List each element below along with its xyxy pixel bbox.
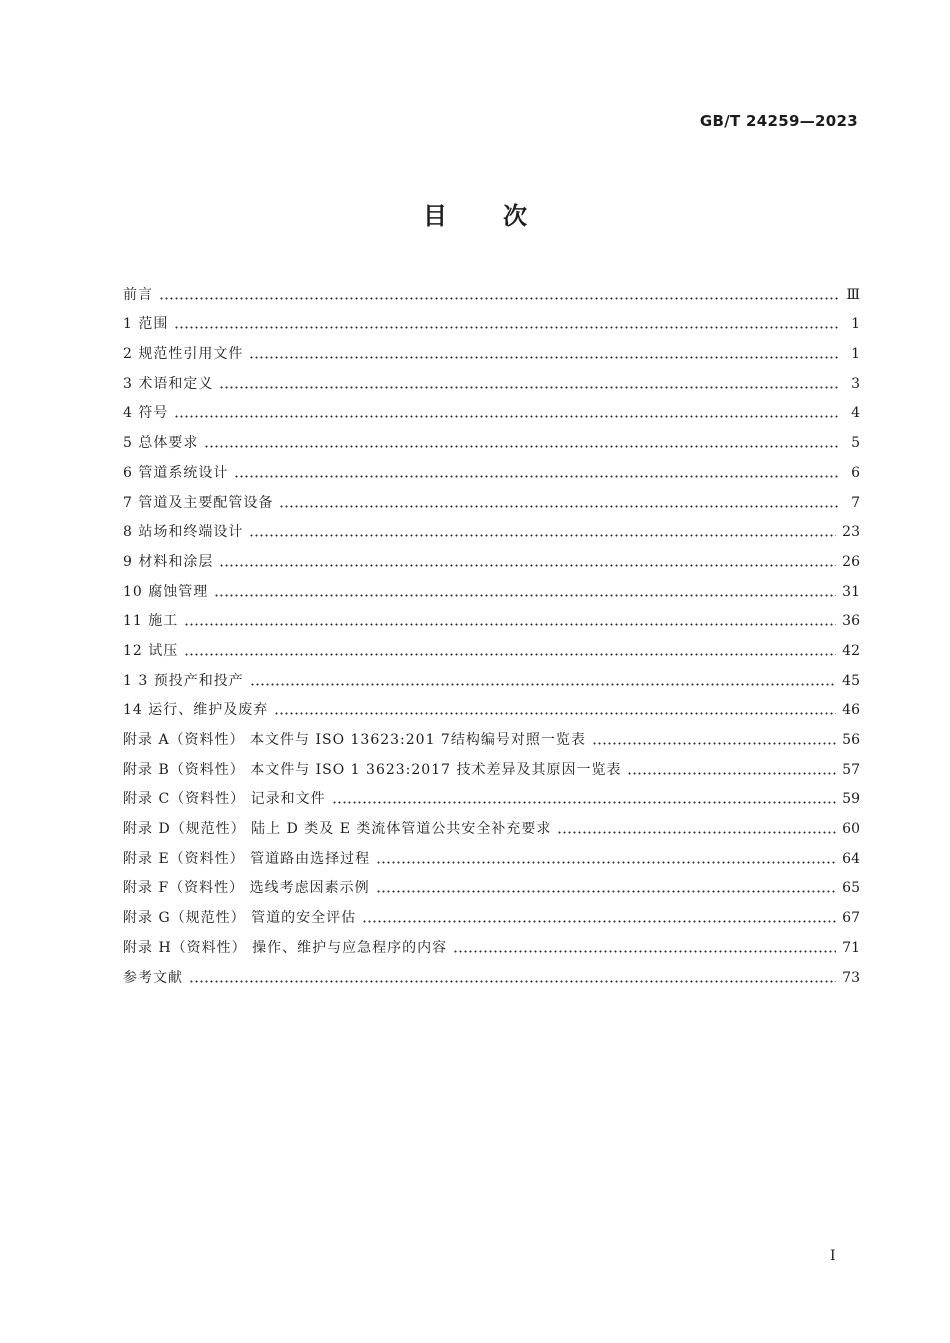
- toc-entry-appendix-g[interactable]: [123, 898, 860, 928]
- toc-entry-label: 10 腐蚀管理: [123, 583, 209, 600]
- page-number: I: [830, 1248, 836, 1264]
- toc-entry-label: 8 站场和终端设计: [123, 524, 244, 541]
- toc-entry-label: 附录 C（资料性） 记录和文件: [123, 791, 326, 808]
- dot-leader: [204, 445, 840, 448]
- toc-entry-11[interactable]: [123, 602, 860, 632]
- dot-leader: [592, 742, 836, 745]
- toc-entry-page: 26: [842, 553, 860, 570]
- dot-leader: [376, 890, 837, 893]
- toc-entry-label: 11 施工: [123, 613, 179, 630]
- toc-entry-label: 附录 A（资料性） 本文件与 ISO 13623:201 7结构编号对照一览表: [123, 732, 586, 748]
- dot-leader: [362, 920, 836, 923]
- dot-leader: [219, 386, 840, 389]
- toc-entry-label: 6 管道系统设计: [123, 464, 229, 481]
- toc-entry-page: 36: [842, 613, 860, 630]
- toc-entry-page: 6: [851, 464, 860, 481]
- dot-leader: [249, 534, 836, 537]
- toc-entry-4[interactable]: [123, 394, 860, 424]
- toc-entry-appendix-b[interactable]: [123, 750, 860, 780]
- toc-entry-appendix-a[interactable]: [123, 720, 860, 750]
- toc-entry-label: 7 管道及主要配管设备: [123, 494, 274, 511]
- dot-leader: [332, 801, 837, 804]
- toc-entry-appendix-f[interactable]: [123, 869, 860, 899]
- toc-entry-page: 3: [851, 375, 860, 392]
- toc-entry-appendix-c[interactable]: [123, 780, 860, 810]
- dot-leader: [376, 861, 836, 864]
- toc-entry-page: 46: [842, 702, 860, 719]
- toc-entry-page: 60: [842, 821, 860, 838]
- toc-entry-label: 附录 E（资料性） 管道路由选择过程: [123, 850, 371, 867]
- dot-leader: [234, 475, 840, 478]
- dot-leader: [214, 594, 836, 597]
- dot-leader: [184, 653, 836, 656]
- toc-entry-1[interactable]: [123, 305, 860, 335]
- toc-entry-page: 73: [842, 969, 860, 986]
- toc-entry-page: 67: [842, 910, 860, 927]
- dot-leader: [174, 415, 840, 418]
- toc-entry-2[interactable]: [123, 334, 860, 364]
- toc-entry-page: 1: [851, 316, 860, 333]
- toc-entry-appendix-e[interactable]: [123, 839, 860, 869]
- toc-entry-label: 附录 D（规范性） 陆上 D 类及 E 类流体管道公共安全补充要求: [123, 821, 552, 838]
- toc-entry-label: 14 运行、维护及废弃: [123, 702, 269, 719]
- toc-entry-page: 4: [851, 405, 860, 422]
- toc-entry-5[interactable]: [123, 423, 860, 453]
- toc-entry-page: 59: [842, 791, 860, 808]
- toc-entry-appendix-h[interactable]: [123, 928, 860, 958]
- toc-entry-bibliography[interactable]: [123, 958, 860, 988]
- toc-entry-label: 1 3 预投产和投产: [123, 672, 244, 689]
- toc-entry-page: 71: [842, 939, 860, 956]
- dot-leader: [159, 297, 840, 300]
- toc-entry-page: 45: [842, 672, 860, 689]
- toc-entry-page: 31: [842, 583, 860, 600]
- dot-leader: [249, 356, 840, 359]
- toc-entry-page: 1: [851, 346, 860, 363]
- dot-leader: [279, 505, 840, 508]
- toc-entry-page: 42: [842, 642, 860, 659]
- toc-entry-foreword[interactable]: [123, 275, 860, 305]
- toc-entry-label: 9 材料和涂层: [123, 553, 214, 570]
- toc-entry-label: 12 试压: [123, 642, 179, 659]
- toc-entry-label: 2 规范性引用文件: [123, 346, 244, 363]
- toc-entry-8[interactable]: [123, 513, 860, 543]
- toc-entry-page: 65: [842, 880, 860, 897]
- toc-entry-7[interactable]: [123, 483, 860, 513]
- toc-entry-label: 附录 H（资料性） 操作、维护与应急程序的内容: [123, 939, 448, 956]
- toc-entry-page: 64: [842, 850, 860, 867]
- toc-entry-3[interactable]: [123, 364, 860, 394]
- toc-entry-label: 附录 B（资料性） 本文件与 ISO 1 3623:2017 技术差异及其原因一览表: [123, 761, 622, 778]
- table-of-contents: [123, 275, 860, 988]
- toc-entry-page: 5: [851, 435, 860, 452]
- toc-entry-label: 4 符号: [123, 405, 169, 422]
- toc-entry-12[interactable]: [123, 631, 860, 661]
- dot-leader: [174, 326, 840, 329]
- toc-entry-page: 7: [851, 494, 860, 511]
- toc-entry-6[interactable]: [123, 453, 860, 483]
- toc-entry-label: 附录 F（资料性） 选线考虑因素示例: [123, 880, 370, 897]
- dot-leader: [250, 683, 836, 686]
- page-title: 目次: [423, 202, 583, 230]
- toc-entry-label: 1 范围: [123, 316, 169, 333]
- toc-entry-page: 56: [842, 732, 860, 748]
- toc-entry-14[interactable]: [123, 691, 860, 721]
- toc-entry-page: 23: [842, 524, 860, 541]
- toc-entry-label: 前言: [123, 286, 153, 303]
- toc-entry-page: 57: [842, 761, 860, 778]
- dot-leader: [189, 980, 836, 983]
- dot-leader: [184, 623, 836, 626]
- dot-leader: [219, 564, 836, 567]
- standard-code: GB/T 24259—2023: [699, 112, 858, 130]
- toc-entry-9[interactable]: [123, 542, 860, 572]
- toc-entry-13[interactable]: [123, 661, 860, 691]
- dot-leader: [453, 950, 836, 953]
- dot-leader: [627, 772, 836, 775]
- dot-leader: [557, 831, 836, 834]
- toc-entry-label: 3 术语和定义: [123, 375, 214, 392]
- toc-entry-page: Ⅲ: [846, 286, 860, 303]
- toc-entry-label: 5 总体要求: [123, 435, 199, 452]
- toc-entry-label: 参考文献: [123, 969, 183, 986]
- dot-leader: [274, 712, 836, 715]
- toc-entry-10[interactable]: [123, 572, 860, 602]
- toc-entry-appendix-d[interactable]: [123, 809, 860, 839]
- toc-entry-label: 附录 G（规范性） 管道的安全评估: [123, 910, 357, 927]
